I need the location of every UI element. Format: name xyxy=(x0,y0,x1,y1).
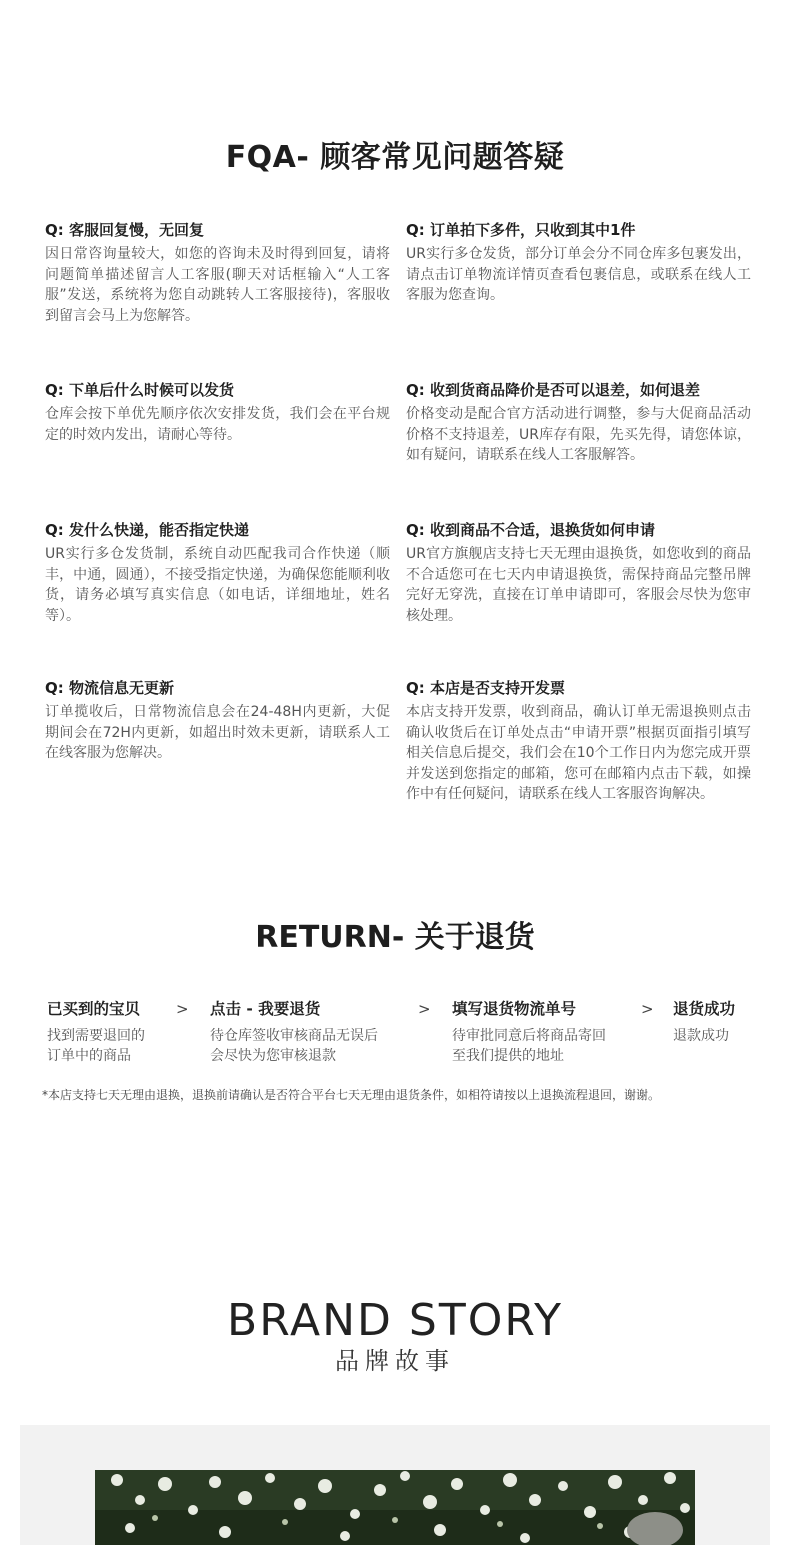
faq-title: FQA- 顾客常见问题答疑 xyxy=(225,140,565,175)
step-desc-line: 订单中的商品 xyxy=(47,1048,131,1064)
faq-answer: UR官方旗舰店支持七天无理由退换货，如您收到的商品不合适您可在七天内申请退换货，需保持商品完整吊牌完好无穿洗，直接在订单申请即可，客服会尽快为您审核处理。 xyxy=(406,546,751,624)
faq-question: Q: 收到货商品降价是否可以退差，如何退差 xyxy=(406,381,700,399)
faq-answer: 因日常咨询量较大，如您的咨询未及时得到回复，请将问题简单描述留言人工客服(聊天对话框输入“人工客服”发送，系统将为您自动跳转人工客服接待)，客服收到留言会马上为您解答。 xyxy=(45,246,390,324)
step-desc xyxy=(452,1026,637,1066)
step-arrow-icon: > xyxy=(418,1000,431,1018)
faq-answer: 本店支持开发票，收到商品，确认订单无需退换则点击确认收货后在订单处点击“申请开票”根据页面指引填写相关信息后提交，我们会在10个工作日内为您完成开票并发送到您指定的邮箱，您可在邮箱内点击下载，如操作中有任何疑问，请联系在线人工客服咨询解决。 xyxy=(406,704,751,802)
faq-answer: UR实行多仓发货制，系统自动匹配我司合作快递（顺丰，中通，圆通），不接受指定快递，为确保您能顺利收货，请务必填写真实信息（如电话，详细地址，姓名等）。 xyxy=(45,546,390,624)
faq-question: Q: 客服回复慢，无回复 xyxy=(45,221,204,239)
faq-item xyxy=(406,678,751,805)
faq-answer: 订单揽收后，日常物流信息会在24-48H内更新，大促期间会在72H内更新，如超出时效未更新，请联系人工在线客服为您解决。 xyxy=(45,704,390,761)
step-title: 点击 - 我要退货 xyxy=(210,1000,321,1018)
step-desc-line: 退款成功 xyxy=(673,1028,729,1044)
step-desc-line: 会尽快为您审核退款 xyxy=(210,1048,336,1064)
brand-flower-image xyxy=(95,1470,695,1545)
faq-item xyxy=(45,380,390,445)
faq-question: Q: 下单后什么时候可以发货 xyxy=(45,381,234,399)
faq-question: Q: 收到商品不合适，退换货如何申请 xyxy=(406,521,655,539)
step-title: 已买到的宝贝 xyxy=(47,1000,141,1018)
return-step xyxy=(210,998,410,1066)
return-step xyxy=(452,998,637,1066)
step-title: 填写退货物流单号 xyxy=(452,1000,577,1018)
step-desc xyxy=(47,1026,187,1066)
faq-item xyxy=(45,678,390,764)
return-note: *本店支持七天无理由退换，退换前请确认是否符合平台七天无理由退货条件，如相符请按以上退换流程退回，谢谢。 xyxy=(42,1088,661,1102)
faq-item xyxy=(406,220,751,306)
return-step xyxy=(47,998,187,1066)
faq-question: Q: 物流信息无更新 xyxy=(45,679,174,697)
faq-answer: 仓库会按下单优先顺序依次安排发货，我们会在平台规定的时效内发出，请耐心等待。 xyxy=(45,406,390,443)
step-desc-line: 至我们提供的地址 xyxy=(452,1048,564,1064)
brand-subtitle: 品牌故事 xyxy=(335,1347,455,1375)
return-title: RETURN- 关于退货 xyxy=(255,920,535,955)
faq-question: Q: 订单拍下多件，只收到其中1件 xyxy=(406,221,636,239)
step-title: 退货成功 xyxy=(673,1000,736,1018)
brand-title: BRAND STORY xyxy=(227,1295,563,1346)
faq-item xyxy=(45,520,390,626)
faq-item xyxy=(406,380,751,466)
faq-question: Q: 发什么快递，能否指定快递 xyxy=(45,521,249,539)
faq-question: Q: 本店是否支持开发票 xyxy=(406,679,565,697)
return-steps xyxy=(0,998,790,1078)
step-desc-line: 找到需要退回的 xyxy=(47,1028,145,1044)
faq-item xyxy=(406,520,751,626)
step-desc-line: 待审批同意后将商品寄回 xyxy=(452,1028,606,1044)
faq-answer: UR实行多仓发货，部分订单会分不同仓库多包裹发出，请点击订单物流详情页查看包裹信息，或联系在线人工客服为您查询。 xyxy=(406,246,751,303)
faq-answer: 价格变动是配合官方活动进行调整，参与大促商品活动价格不支持退差，UR库存有限，先买先得，请您体谅，如有疑问，请联系在线人工客服解答。 xyxy=(406,406,751,463)
step-arrow-icon: > xyxy=(176,1000,189,1018)
step-arrow-icon: > xyxy=(641,1000,654,1018)
step-desc xyxy=(673,1026,763,1046)
step-desc xyxy=(210,1026,410,1066)
flower-photo-icon xyxy=(95,1470,695,1545)
return-step xyxy=(673,998,763,1046)
step-desc-line: 待仓库签收审核商品无误后 xyxy=(210,1028,378,1044)
faq-item xyxy=(45,220,390,326)
